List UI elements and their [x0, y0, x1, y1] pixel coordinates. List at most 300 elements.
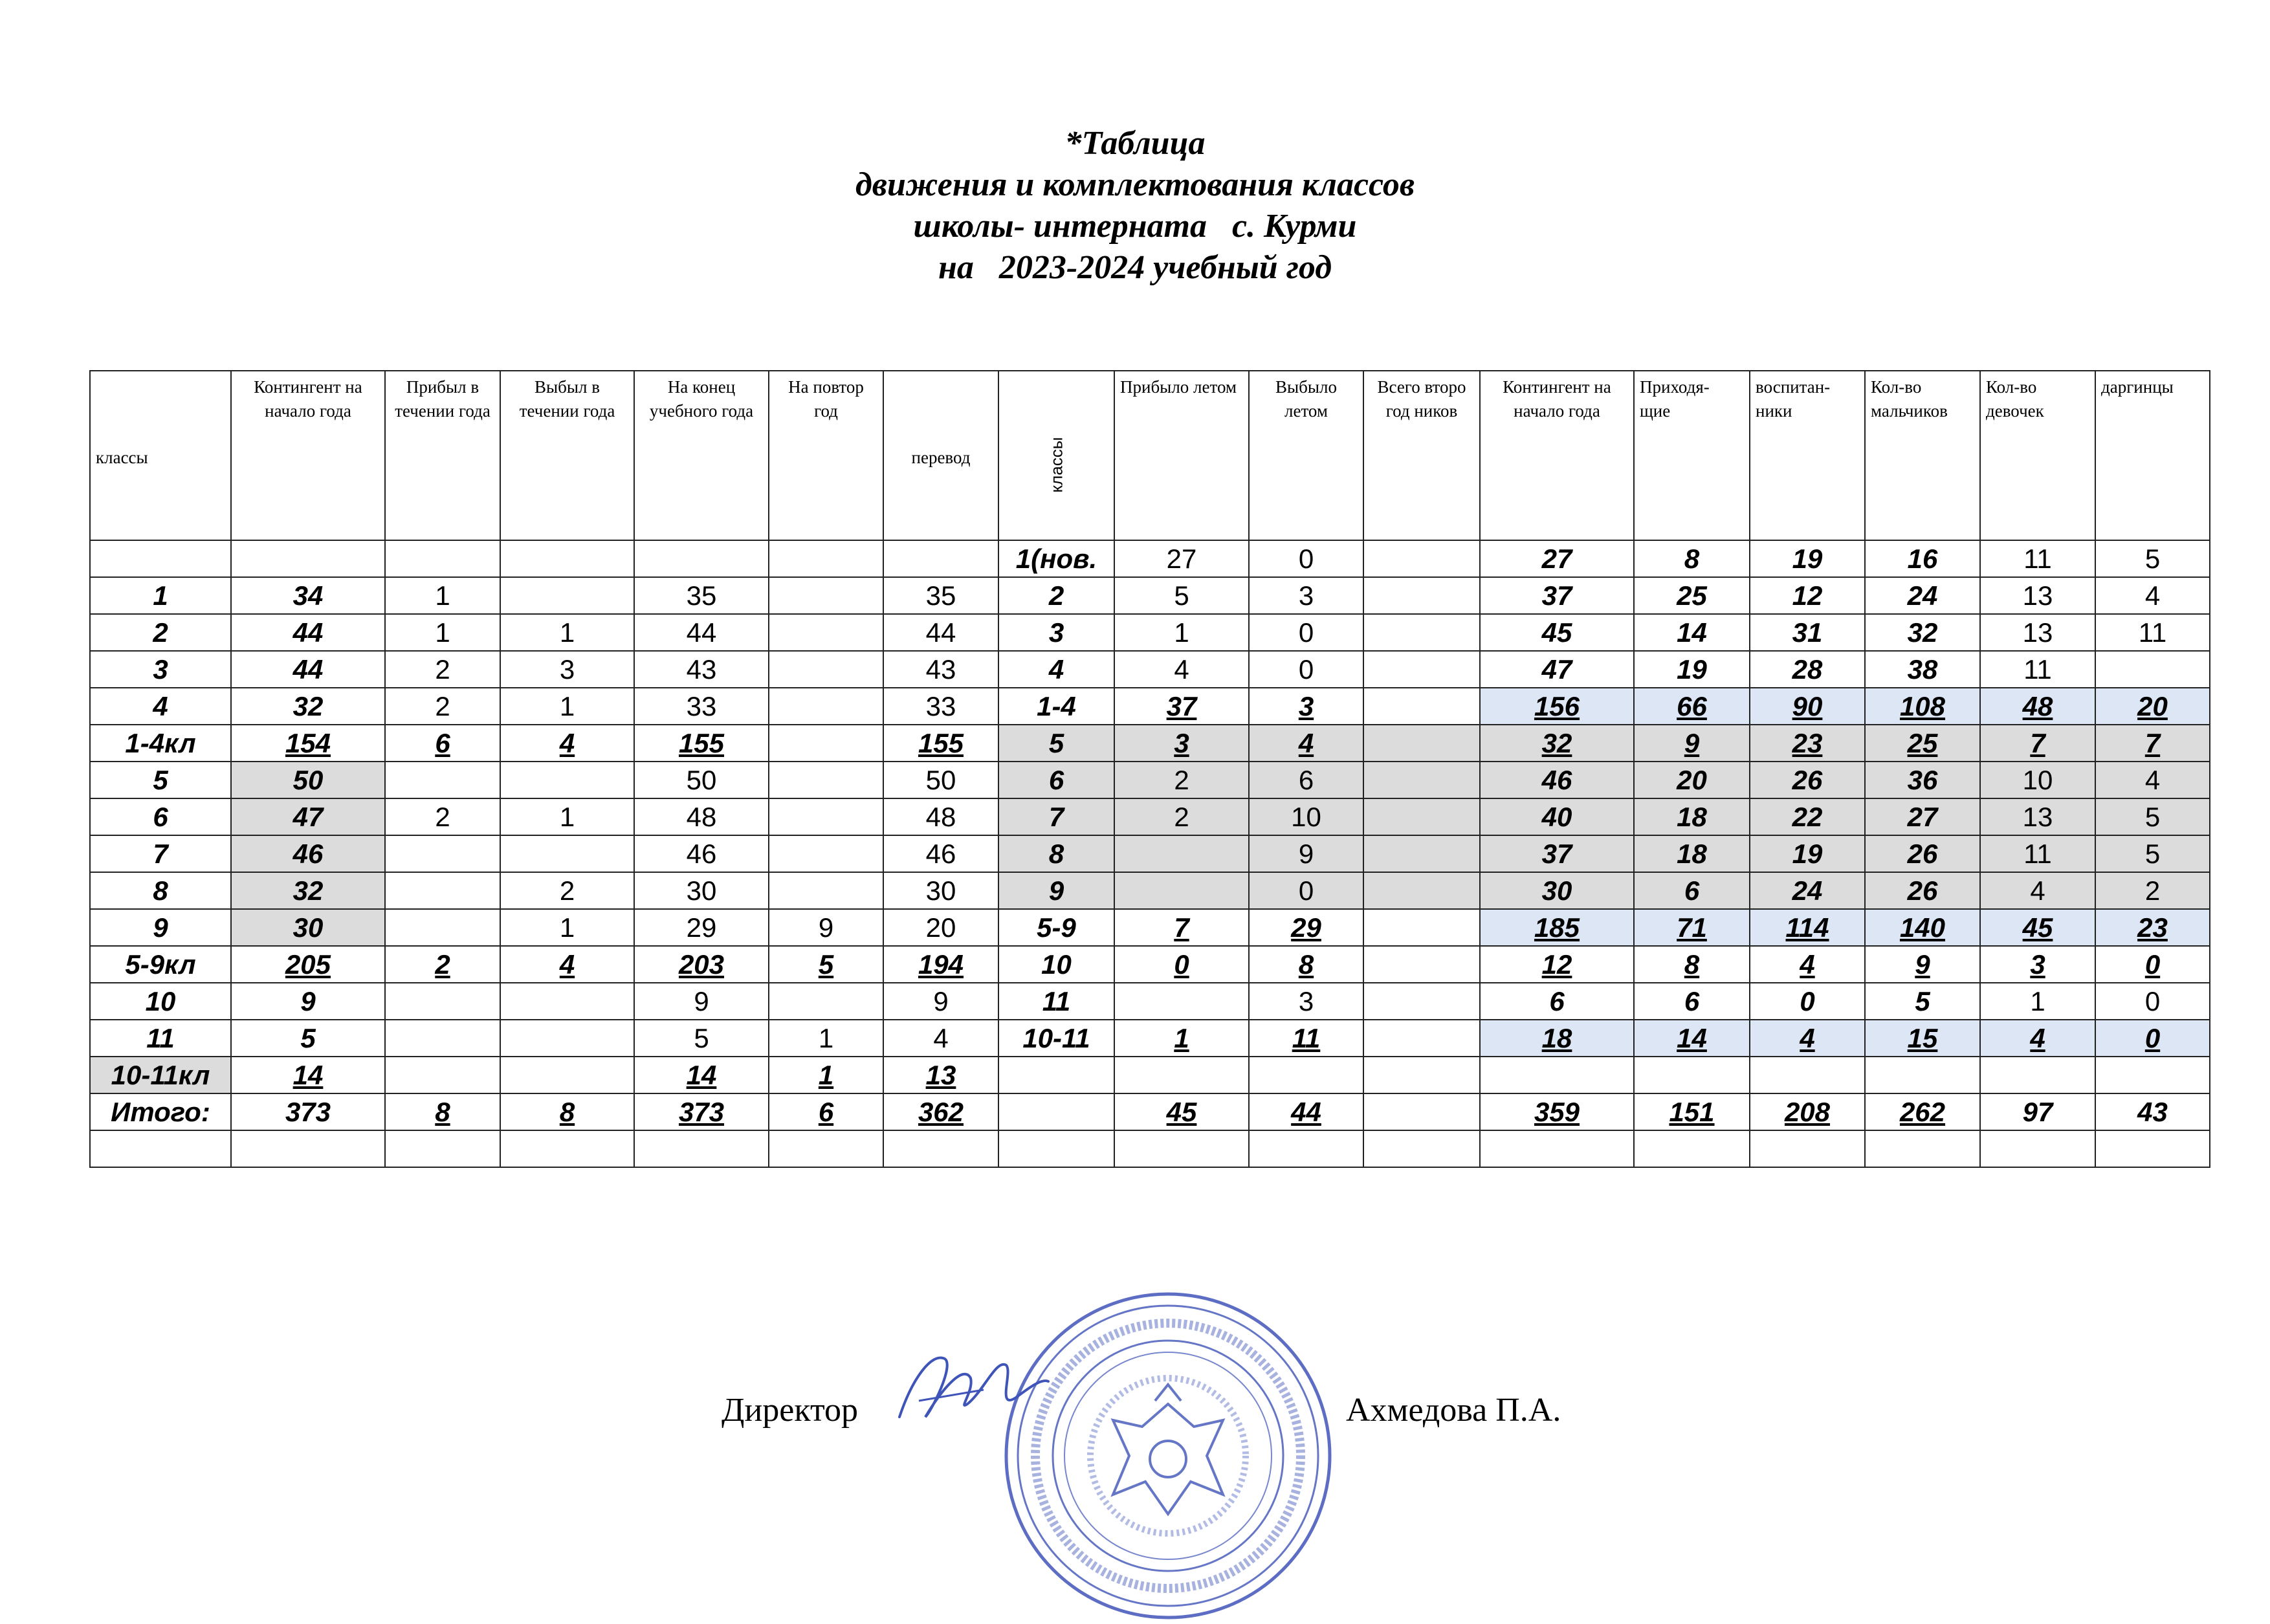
table-cell: 45 — [1480, 614, 1634, 651]
table-cell — [385, 835, 500, 872]
table-cell: 1 — [1114, 614, 1249, 651]
row-label: Итого: — [90, 1093, 231, 1130]
table-cell: 27 — [1865, 798, 1980, 835]
table-cell: 25 — [1634, 577, 1750, 614]
table-cell: 2 — [2095, 872, 2210, 909]
row-label: 7 — [90, 835, 231, 872]
table-cell: 30 — [231, 909, 385, 946]
table-cell: 9 — [1865, 946, 1980, 983]
table-cell: 154 — [231, 725, 385, 762]
table-cell — [231, 1130, 385, 1167]
table-cell — [1249, 1057, 1363, 1093]
table-cell: 97 — [1980, 1093, 2095, 1130]
table-body — [90, 540, 2210, 1167]
table-cell: 45 — [1114, 1093, 1249, 1130]
table-row — [90, 798, 2210, 835]
table-cell: 29 — [1249, 909, 1363, 946]
table-row — [90, 1057, 2210, 1093]
table-cell — [1363, 725, 1480, 762]
table-cell — [1480, 1057, 1634, 1093]
table-cell — [1363, 688, 1480, 725]
table-cell — [1480, 1130, 1634, 1167]
table-cell — [1363, 1020, 1480, 1057]
table-cell — [1114, 872, 1249, 909]
table-cell — [500, 577, 634, 614]
table-cell: 11 — [2095, 614, 2210, 651]
table-cell: 4 — [2095, 762, 2210, 798]
table-cell: 13 — [883, 1057, 998, 1093]
table-cell — [500, 1130, 634, 1167]
table-cell: 10-11 — [998, 1020, 1114, 1057]
table-cell — [769, 835, 883, 872]
table-cell: 9 — [1634, 725, 1750, 762]
table-cell: 5 — [1114, 577, 1249, 614]
table-cell: 11 — [998, 983, 1114, 1020]
table-cell — [385, 1020, 500, 1057]
table-cell: 16 — [1865, 540, 1980, 577]
table-cell — [1865, 1057, 1980, 1093]
table-cell — [1634, 1130, 1750, 1167]
table-cell: 208 — [1750, 1093, 1865, 1130]
table-cell: 5 — [231, 1020, 385, 1057]
table-cell — [769, 725, 883, 762]
table-cell — [769, 688, 883, 725]
table-row — [90, 909, 2210, 946]
table-cell: 26 — [1865, 835, 1980, 872]
table-cell — [998, 1057, 1114, 1093]
table-cell: 5 — [634, 1020, 769, 1057]
table-cell — [1363, 835, 1480, 872]
table-cell: 2 — [385, 946, 500, 983]
row-label: 1-4кл — [90, 725, 231, 762]
movement-table — [89, 370, 2210, 1168]
table-cell: 1 — [500, 798, 634, 835]
header-cell: классы — [90, 371, 231, 540]
table-cell: 6 — [385, 725, 500, 762]
table-cell: 1 — [1114, 1020, 1249, 1057]
table-cell: 30 — [1480, 872, 1634, 909]
table-cell: 2 — [500, 872, 634, 909]
table-row — [90, 688, 2210, 725]
table-cell: 2 — [385, 688, 500, 725]
header-cell: На конец учебного года — [634, 371, 769, 540]
row-label: 6 — [90, 798, 231, 835]
table-cell: 46 — [1480, 762, 1634, 798]
table-cell: 27 — [1480, 540, 1634, 577]
table-cell: 155 — [883, 725, 998, 762]
table-cell: 26 — [1865, 872, 1980, 909]
header-cell: Всего второ год ников — [1363, 371, 1480, 540]
row-label: 10-11кл — [90, 1057, 231, 1093]
table-cell: 11 — [1249, 1020, 1363, 1057]
table-cell: 8 — [385, 1093, 500, 1130]
table-cell — [385, 1130, 500, 1167]
table-cell: 4 — [500, 946, 634, 983]
table-cell: 10 — [1249, 798, 1363, 835]
table-cell: 19 — [1750, 835, 1865, 872]
table-cell: 4 — [1114, 651, 1249, 688]
table-cell: 33 — [634, 688, 769, 725]
table-cell — [1363, 1057, 1480, 1093]
table-cell: 4 — [1980, 1020, 2095, 1057]
table-cell: 155 — [634, 725, 769, 762]
table-row — [90, 1020, 2210, 1057]
table-cell: 5 — [2095, 540, 2210, 577]
table-cell: 32 — [231, 688, 385, 725]
table-row — [90, 614, 2210, 651]
table-cell: 44 — [231, 651, 385, 688]
table-cell: 90 — [1750, 688, 1865, 725]
table-cell — [1249, 1130, 1363, 1167]
row-label: 10 — [90, 983, 231, 1020]
header-row — [90, 371, 2210, 540]
table-cell: 28 — [1750, 651, 1865, 688]
table-cell: 9 — [883, 983, 998, 1020]
table-cell: 3 — [1114, 725, 1249, 762]
signatory-name: Ахмедова П.А. — [1346, 1392, 1561, 1429]
table-row — [90, 651, 2210, 688]
table-cell: 9 — [634, 983, 769, 1020]
table-cell: 2 — [385, 651, 500, 688]
table-cell: 14 — [1634, 614, 1750, 651]
title-line-3: школы- интерната с. Курми — [913, 208, 1357, 245]
table-cell: 4 — [1750, 1020, 1865, 1057]
table-cell: 46 — [634, 835, 769, 872]
header-cell: Прибыло летом — [1114, 371, 1249, 540]
title-line-4: на 2023-2024 учебный год — [938, 249, 1332, 286]
table-cell — [1114, 983, 1249, 1020]
table-row — [90, 725, 2210, 762]
table-cell: 4 — [1750, 946, 1865, 983]
table-cell: 35 — [634, 577, 769, 614]
table-cell: 18 — [1480, 1020, 1634, 1057]
table-cell — [1363, 798, 1480, 835]
table-cell: 45 — [1980, 909, 2095, 946]
table-cell — [385, 909, 500, 946]
table-cell: 3 — [998, 614, 1114, 651]
header-cell: На повтор год — [769, 371, 883, 540]
table-cell — [1363, 540, 1480, 577]
table-cell — [500, 540, 634, 577]
header-cell-vertical — [998, 371, 1114, 540]
table-cell: 22 — [1750, 798, 1865, 835]
table-cell: 43 — [883, 651, 998, 688]
table-cell: 23 — [1750, 725, 1865, 762]
table-cell: 66 — [1634, 688, 1750, 725]
table-cell: 23 — [2095, 909, 2210, 946]
table-cell — [231, 540, 385, 577]
row-label: 4 — [90, 688, 231, 725]
table-cell — [1363, 577, 1480, 614]
table-cell: 0 — [1249, 540, 1363, 577]
table-cell: 4 — [1249, 725, 1363, 762]
table-cell: 30 — [883, 872, 998, 909]
table-cell — [1363, 762, 1480, 798]
table-cell: 30 — [634, 872, 769, 909]
table-cell — [769, 983, 883, 1020]
table-cell: 48 — [1980, 688, 2095, 725]
table-row — [90, 835, 2210, 872]
table-cell: 2 — [1114, 762, 1249, 798]
table-cell — [385, 1057, 500, 1093]
table-cell — [998, 1130, 1114, 1167]
table-cell: 2 — [385, 798, 500, 835]
table-cell: 262 — [1865, 1093, 1980, 1130]
header-cell: Приходя- щие — [1634, 371, 1750, 540]
table-cell — [634, 1130, 769, 1167]
table-cell: 27 — [1114, 540, 1249, 577]
table-cell: 40 — [1480, 798, 1634, 835]
table-cell — [500, 983, 634, 1020]
table-cell: 6 — [769, 1093, 883, 1130]
table-cell: 5 — [2095, 798, 2210, 835]
table-cell — [385, 540, 500, 577]
table-cell: 5 — [769, 946, 883, 983]
table-cell — [500, 1020, 634, 1057]
table-cell: 11 — [1980, 540, 2095, 577]
row-label — [90, 1130, 231, 1167]
table-cell — [634, 540, 769, 577]
table-cell — [1363, 909, 1480, 946]
row-label: 1 — [90, 577, 231, 614]
title-line-1: *Таблица — [1064, 125, 1206, 162]
header-cell: Контингент на начало года — [231, 371, 385, 540]
table-cell — [1363, 1130, 1480, 1167]
table-cell: 31 — [1750, 614, 1865, 651]
header-cell-vertical-text: классы — [1046, 437, 1066, 493]
table-cell: 4 — [2095, 577, 2210, 614]
table-cell — [769, 798, 883, 835]
table-cell: 19 — [1634, 651, 1750, 688]
table-cell: 151 — [1634, 1093, 1750, 1130]
table-cell: 19 — [1750, 540, 1865, 577]
table-cell: 13 — [1980, 614, 2095, 651]
table-cell: 12 — [1750, 577, 1865, 614]
header-cell: Кол-во мальчиков — [1865, 371, 1980, 540]
table-cell: 10 — [1980, 762, 2095, 798]
table-cell: 9 — [231, 983, 385, 1020]
table-cell: 1 — [500, 688, 634, 725]
table-cell: 373 — [634, 1093, 769, 1130]
table-cell — [1750, 1130, 1865, 1167]
table-cell: 37 — [1480, 835, 1634, 872]
table-row — [90, 1130, 2210, 1167]
table-cell — [500, 835, 634, 872]
table-cell — [1114, 1057, 1249, 1093]
table-cell: 14 — [634, 1057, 769, 1093]
table-cell: 4 — [1980, 872, 2095, 909]
table-row — [90, 762, 2210, 798]
row-label — [90, 540, 231, 577]
table-cell: 36 — [1865, 762, 1980, 798]
table-cell — [1363, 983, 1480, 1020]
table-cell: 24 — [1865, 577, 1980, 614]
table-cell — [769, 540, 883, 577]
table-cell — [1750, 1057, 1865, 1093]
table-cell: 203 — [634, 946, 769, 983]
table-cell: 32 — [1865, 614, 1980, 651]
table-cell — [1363, 1093, 1480, 1130]
table-cell — [1363, 946, 1480, 983]
header-cell: Выбыло летом — [1249, 371, 1363, 540]
table-cell: 44 — [1249, 1093, 1363, 1130]
table-cell — [769, 872, 883, 909]
official-seal — [1000, 1288, 1336, 1624]
header-cell: Кол-во девочек — [1980, 371, 2095, 540]
table-cell: 20 — [2095, 688, 2210, 725]
table-cell: 140 — [1865, 909, 1980, 946]
table-cell: 8 — [1249, 946, 1363, 983]
table-cell: 26 — [1750, 762, 1865, 798]
table-cell: 0 — [1750, 983, 1865, 1020]
table-cell: 373 — [231, 1093, 385, 1130]
table-cell: 6 — [1634, 983, 1750, 1020]
table-cell — [2095, 1130, 2210, 1167]
table-cell: 43 — [2095, 1093, 2210, 1130]
table-cell: 1 — [385, 614, 500, 651]
table-cell: 0 — [2095, 946, 2210, 983]
table-cell — [385, 762, 500, 798]
table-cell: 0 — [1249, 651, 1363, 688]
table-cell: 20 — [1634, 762, 1750, 798]
table-cell: 47 — [231, 798, 385, 835]
table-cell — [769, 577, 883, 614]
table-cell: 13 — [1980, 798, 2095, 835]
table-cell — [883, 540, 998, 577]
table-cell: 1 — [769, 1057, 883, 1093]
table-cell: 114 — [1750, 909, 1865, 946]
table-cell: 1(нов. — [998, 540, 1114, 577]
table-cell: 3 — [500, 651, 634, 688]
table-cell: 48 — [883, 798, 998, 835]
table-cell — [769, 1130, 883, 1167]
table-cell: 34 — [231, 577, 385, 614]
table-cell: 11 — [1980, 835, 2095, 872]
table-cell: 10 — [998, 946, 1114, 983]
row-label: 3 — [90, 651, 231, 688]
table-cell: 8 — [500, 1093, 634, 1130]
table-cell: 9 — [1249, 835, 1363, 872]
table-cell: 2 — [1114, 798, 1249, 835]
table-cell: 0 — [1114, 946, 1249, 983]
table-cell: 37 — [1114, 688, 1249, 725]
table-cell — [500, 1057, 634, 1093]
table-cell: 6 — [1249, 762, 1363, 798]
table-cell — [1363, 651, 1480, 688]
table-cell: 4 — [883, 1020, 998, 1057]
table-cell: 0 — [2095, 983, 2210, 1020]
table-cell: 4 — [500, 725, 634, 762]
table-cell: 50 — [883, 762, 998, 798]
table-cell: 37 — [1480, 577, 1634, 614]
table-cell: 4 — [998, 651, 1114, 688]
table-cell — [1865, 1130, 1980, 1167]
table-cell: 0 — [1249, 872, 1363, 909]
table-cell: 24 — [1750, 872, 1865, 909]
table-cell — [500, 762, 634, 798]
table-cell — [1114, 835, 1249, 872]
table-cell — [385, 872, 500, 909]
table-cell: 5 — [2095, 835, 2210, 872]
table-cell: 8 — [1634, 540, 1750, 577]
table-cell: 9 — [769, 909, 883, 946]
row-label: 8 — [90, 872, 231, 909]
table-cell: 44 — [231, 614, 385, 651]
title-line-2: движения и комплектования классов — [855, 166, 1415, 203]
table-cell: 13 — [1980, 577, 2095, 614]
table-cell: 6 — [1634, 872, 1750, 909]
table-row — [90, 577, 2210, 614]
table-cell — [769, 651, 883, 688]
table-cell: 33 — [883, 688, 998, 725]
document-title — [0, 123, 2270, 289]
table-cell: 32 — [231, 872, 385, 909]
table-cell: 14 — [1634, 1020, 1750, 1057]
table-cell — [883, 1130, 998, 1167]
table-cell: 7 — [998, 798, 1114, 835]
table-cell: 8 — [998, 835, 1114, 872]
table-cell: 5 — [1865, 983, 1980, 1020]
table-cell — [2095, 651, 2210, 688]
table-cell — [2095, 1057, 2210, 1093]
table-cell: 15 — [1865, 1020, 1980, 1057]
table-cell: 25 — [1865, 725, 1980, 762]
table-cell — [769, 614, 883, 651]
table-cell — [998, 1093, 1114, 1130]
table-cell: 32 — [1480, 725, 1634, 762]
table-row — [90, 540, 2210, 577]
table-cell — [385, 983, 500, 1020]
table-cell: 5 — [998, 725, 1114, 762]
table-cell: 1 — [769, 1020, 883, 1057]
table-cell: 3 — [1249, 688, 1363, 725]
table-cell: 362 — [883, 1093, 998, 1130]
header-cell: Прибыл в течении года — [385, 371, 500, 540]
table-cell: 2 — [998, 577, 1114, 614]
table-cell: 7 — [1114, 909, 1249, 946]
row-label: 5 — [90, 762, 231, 798]
table-cell: 46 — [231, 835, 385, 872]
table-cell: 44 — [634, 614, 769, 651]
table-cell: 18 — [1634, 798, 1750, 835]
table-cell: 1 — [500, 614, 634, 651]
table-cell: 44 — [883, 614, 998, 651]
table-cell: 12 — [1480, 946, 1634, 983]
table-cell: 18 — [1634, 835, 1750, 872]
table-cell: 156 — [1480, 688, 1634, 725]
table-cell: 47 — [1480, 651, 1634, 688]
table-cell: 1-4 — [998, 688, 1114, 725]
row-label: 5-9кл — [90, 946, 231, 983]
table-cell: 71 — [1634, 909, 1750, 946]
table-cell: 205 — [231, 946, 385, 983]
table-cell: 0 — [1249, 614, 1363, 651]
row-label: 11 — [90, 1020, 231, 1057]
header-cell: перевод — [883, 371, 998, 540]
row-label: 9 — [90, 909, 231, 946]
table-cell — [1363, 614, 1480, 651]
table-cell: 108 — [1865, 688, 1980, 725]
table-cell: 35 — [883, 577, 998, 614]
table-cell: 8 — [1634, 946, 1750, 983]
table-cell: 7 — [2095, 725, 2210, 762]
header-cell: воспитан- ники — [1750, 371, 1865, 540]
row-label: 2 — [90, 614, 231, 651]
table-cell: 9 — [998, 872, 1114, 909]
table-cell: 46 — [883, 835, 998, 872]
table-cell: 7 — [1980, 725, 2095, 762]
table-cell: 43 — [634, 651, 769, 688]
